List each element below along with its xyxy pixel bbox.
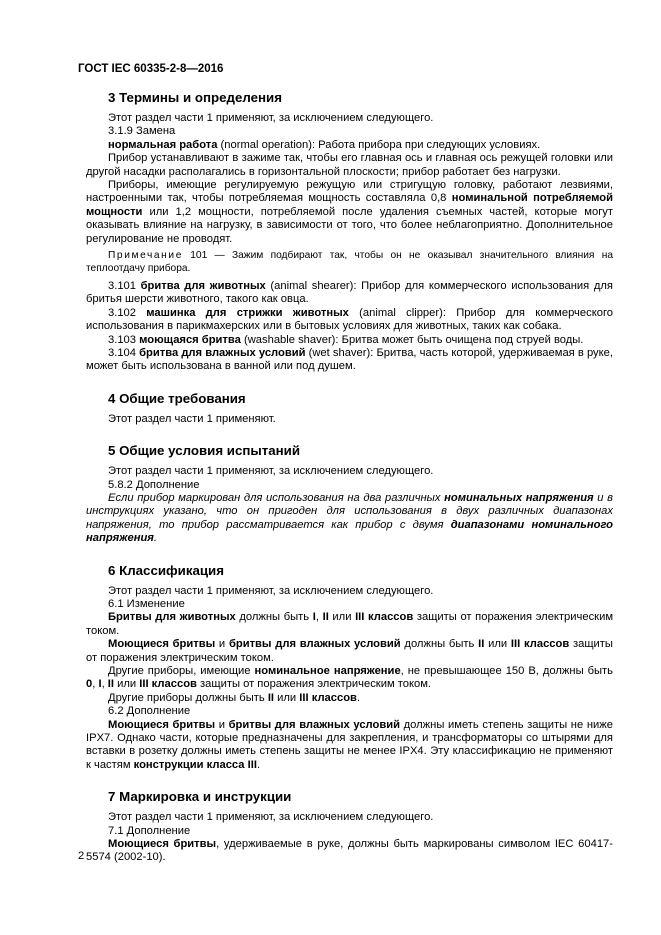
paragraph-animal-shearers: Бритвы для животных должны быть I, II или III классов защиты от поражения электрическим током. bbox=[86, 611, 614, 637]
paragraph-other-appliances: Другие приборы, имеющие номинальное напряжение, не превышающее 150 В, должны быть 0, I, II или III классов защиты от поражения электрическим током. bbox=[86, 665, 613, 691]
clause-3-1-9: 3.1.9 Замена bbox=[108, 125, 176, 138]
note-label: Примечание bbox=[108, 250, 183, 262]
section-4-title: 4 Общие требования bbox=[108, 390, 246, 406]
clause-5-8-2: 5.8.2 Дополнение bbox=[108, 478, 200, 491]
section-6-title: 6 Классификация bbox=[108, 562, 224, 578]
definition-3-104: 3.104 бритва для влажных условий (wet shaver): Бритва, часть которой, удерживаемая в руке, может быть использована в ванной или под душем. bbox=[86, 346, 613, 373]
clause-6-2: 6.2 Дополнение bbox=[108, 705, 191, 718]
note-101: Примечание 101 — Зажим подбирают так, чтобы он не оказывал значительного влияния на теплоотдачу прибора. bbox=[86, 250, 613, 275]
section-7-intro: Этот раздел части 1 применяют, за исключением следующего. bbox=[108, 811, 434, 824]
definition-3-103: 3.103 моющаяся бритва (washable shaver): Бритва может быть очищена под струей воды. bbox=[108, 333, 584, 346]
term-bold: нормальная работа bbox=[108, 138, 218, 151]
paragraph-clamp: Прибор устанавливают в зажиме так, чтобы его главная ось и главная ось режущей головки или другой насадки располагались в горизонтальной плоскости; прибор работает без нагрузки. bbox=[86, 152, 613, 178]
section-4-intro: Этот раздел части 1 применяют. bbox=[108, 412, 276, 425]
section-5-title: 5 Общие условия испытаний bbox=[108, 443, 301, 459]
definition-3-101: 3.101 бритва для животных (animal shearer): Прибор для коммерческого использования для бритья шерсти животного, такого как овца. bbox=[86, 279, 613, 306]
clause-6-1: 6.1 Изменение bbox=[108, 597, 185, 610]
section-3-intro: Этот раздел части 1 применяют, за исключением следующего. bbox=[108, 112, 434, 124]
paragraph-ipx7: Моющиеся бритвы и бритвы для влажных условий должны иметь степень защиты не ниже IPX7. Однако части, которые предназначены для закрепления, и трансформаторы со штырями для вставки в розетку должны иметь степень защиты не менее IPX4. Эту классификацию не применяют к частям конструкции класса III. bbox=[86, 718, 613, 771]
section-3-title: 3 Термины и определения bbox=[108, 90, 282, 105]
page-number: 2 bbox=[78, 850, 85, 862]
section-5-intro: Этот раздел части 1 применяют, за исключением следующего. bbox=[108, 465, 434, 478]
term-normal-operation: нормальная работа (normal operation): Работа прибора при следующих условиях. bbox=[108, 138, 541, 151]
page-content bbox=[86, 90, 613, 865]
section-6-intro: Этот раздел части 1 применяют, за исключением следующего. bbox=[108, 584, 434, 597]
definition-3-102: 3.102 машинка для стрижки животных (animal clipper): Прибор для коммерческого использования в парикмахерских или в бытовых условиях для животных, таких как собака. bbox=[86, 306, 613, 333]
paragraph-two-voltages: Если прибор маркирован для использования на два различных номинальных напряжения и в инструкциях указано, что он пригоден для использования в двух различных диапазонах напряжения, то прибор рассматривается как прибор с двумя диапазонами номинального напряжения. bbox=[86, 491, 614, 545]
standard-header: ГОСТ IEC 60335-2-8—2016 bbox=[78, 63, 224, 75]
section-7-title: 7 Маркировка и инструкции bbox=[108, 789, 292, 805]
paragraph-washable-shavers: Моющиеся бритвы и бритвы для влажных условий должны быть II или III классов защиты от поражения электрическим током. bbox=[86, 638, 613, 664]
paragraph-other-appliances-2: Другие приборы должны быть II или III классов. bbox=[108, 691, 361, 704]
clause-7-1: 7.1 Дополнение bbox=[108, 824, 191, 837]
paragraph-marking: Моющиеся бритвы, удерживаемые в руке, должны быть маркированы символом IEC 60417-5574 (2002-10). bbox=[86, 838, 613, 864]
paragraph-blades: Приборы, имеющие регулируемую режущую или стригущую головку, работают лезвиями, настроенными так, чтобы потребляемая мощность составляла 0,8 номинальной потребляемой мощности или 1,2 мощности, потребляемой после удаления съемных частей, которые могут оказывать влияние на нагрузку, в зависимости от того, что более неблагоприятно. Дополнительное регулирование не проводят. bbox=[86, 179, 613, 245]
